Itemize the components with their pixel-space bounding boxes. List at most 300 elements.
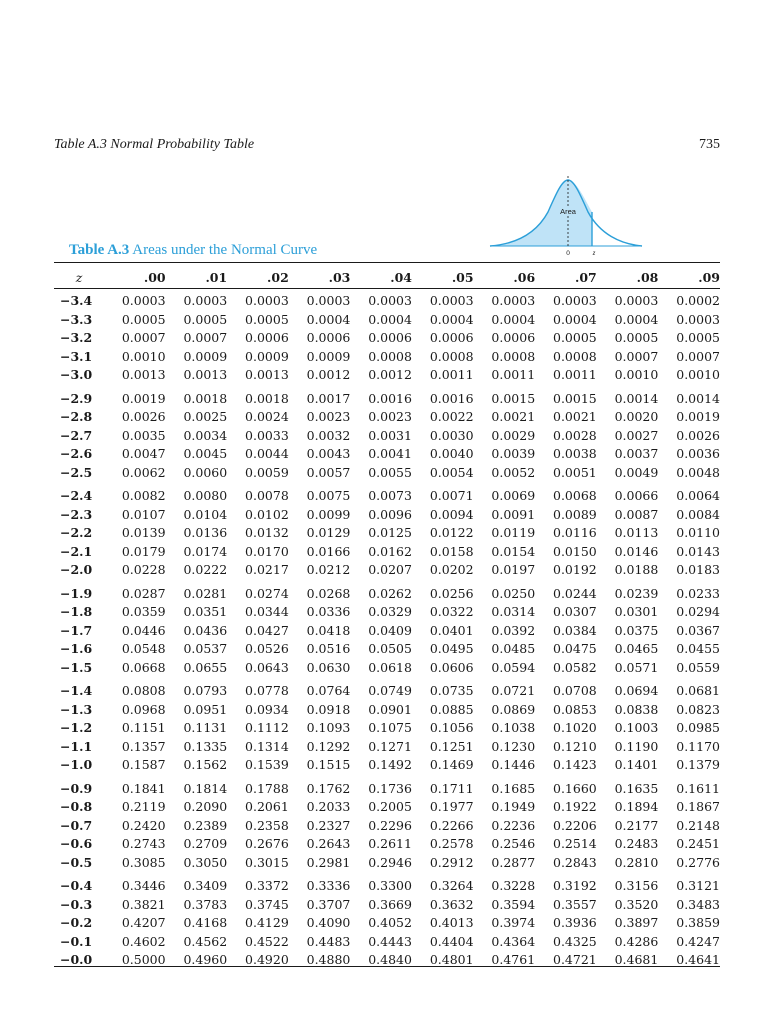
probability-cell: 0.2206 [553,817,597,833]
probability-cell: 0.1711 [429,780,474,796]
probability-cell: 0.2061 [245,799,289,814]
probability-cell: 0.2236 [491,817,536,833]
probability-cell: 0.0035 [121,427,166,443]
probability-cell: 0.0154 [491,543,536,559]
probability-cell: 0.0024 [245,409,289,424]
probability-cell: 0.0052 [491,464,536,480]
probability-cell: 0.0183 [676,562,720,577]
probability-cell: 0.5000 [121,952,166,967]
probability-cell: 0.1401 [614,757,659,772]
z-value-cell: −1.0 [60,757,93,772]
table-row [54,580,720,604]
probability-cell: 0.1515 [306,757,351,772]
column-header: .09 [698,270,720,285]
z-column-header: z [75,270,83,285]
probability-cell: 0.1894 [614,799,659,814]
probability-cell: 0.0901 [368,701,412,717]
probability-cell: 0.0071 [429,488,474,503]
probability-cell: 0.1841 [121,780,166,796]
probability-cell: 0.4483 [306,933,351,949]
probability-cell: 0.1562 [183,757,228,772]
z-value-cell: −2.0 [60,562,93,577]
probability-cell: 0.0188 [614,562,659,577]
probability-cell: 0.0007 [183,330,228,345]
probability-cell: 0.1423 [553,757,597,772]
z-value-cell: −1.9 [60,585,93,601]
probability-cell: 0.1131 [183,720,228,735]
probability-cell: 0.0125 [368,525,412,540]
probability-cell: 0.0055 [368,464,412,480]
probability-cell: 0.2005 [368,799,412,814]
probability-cell: 0.0132 [245,525,289,540]
probability-cell: 0.0548 [121,641,166,656]
probability-cell: 0.0003 [306,293,351,308]
probability-cell: 0.0853 [553,701,597,717]
table-caption-lead: Table A.3 [69,242,130,258]
probability-cell: 0.0004 [429,311,474,327]
probability-cell: 0.1539 [245,757,289,772]
probability-cell: 0.0918 [306,701,351,717]
probability-cell: 0.0048 [676,464,720,480]
probability-cell: 0.4920 [245,952,289,967]
probability-cell: 0.0038 [553,446,597,461]
probability-cell: 0.0694 [614,683,659,698]
probability-cell: 0.1357 [121,738,166,754]
table-row [54,482,720,506]
probability-cell: 0.1038 [491,720,536,735]
probability-cell: 0.0322 [429,604,474,619]
table-row [54,543,720,562]
probability-cell: 0.0010 [121,348,166,364]
probability-cell: 0.2177 [614,817,659,833]
probability-cell: 0.4168 [183,915,228,930]
probability-cell: 0.4801 [429,952,474,967]
probability-cell: 0.0516 [306,641,351,656]
column-header: .06 [513,270,536,285]
table-row [54,408,720,427]
probability-cell: 0.4404 [429,933,474,949]
probability-cell: 0.0202 [429,562,474,577]
probability-cell: 0.0015 [491,390,536,406]
probability-cell: 0.0735 [429,683,474,698]
probability-cell: 0.0329 [368,604,412,619]
probability-cell: 0.0274 [245,585,289,601]
probability-cell: 0.0033 [245,427,289,443]
probability-cell: 0.0446 [121,622,166,638]
probability-cell: 0.0427 [245,622,289,638]
z-value-cell: −1.8 [60,604,93,619]
probability-cell: 0.2327 [306,817,351,833]
table-row [54,427,720,446]
probability-cell: 0.0006 [491,330,536,345]
probability-cell: 0.0239 [614,585,659,601]
probability-cell: 0.0002 [676,293,720,308]
probability-cell: 0.1660 [553,780,597,796]
probability-cell: 0.2266 [429,817,474,833]
probability-cell: 0.0096 [368,506,412,522]
probability-cell: 0.0054 [429,464,474,480]
probability-cell: 0.0082 [121,488,166,503]
probability-cell: 0.3594 [491,896,536,912]
probability-cell: 0.2546 [491,836,536,851]
probability-cell: 0.0582 [553,659,597,675]
probability-cell: 0.0020 [614,409,659,424]
running-head [54,137,720,157]
column-header: .05 [451,270,474,285]
probability-cell: 0.0008 [553,348,597,364]
probability-cell: 0.0618 [368,659,412,675]
probability-cell: 0.0968 [121,701,166,717]
probability-cell: 0.0043 [306,446,351,461]
probability-cell: 0.3446 [121,878,166,893]
table-row [54,561,720,580]
table-row [54,914,720,933]
probability-cell: 0.0244 [553,585,597,601]
z-value-cell: −3.2 [60,330,93,345]
column-header: .01 [205,270,228,285]
probability-cell: 0.4129 [245,915,289,930]
probability-cell: 0.3936 [553,915,597,930]
z-value-cell: −0.0 [60,952,93,967]
probability-cell: 0.2119 [121,799,166,814]
probability-cell: 0.2676 [245,836,289,851]
probability-cell: 0.0004 [306,311,351,327]
probability-cell: 0.0080 [183,488,228,503]
probability-cell: 0.3859 [676,915,720,930]
probability-cell: 0.3783 [183,896,228,912]
probability-cell: 0.0028 [553,427,597,443]
probability-cell: 0.0146 [614,543,659,559]
probability-cell: 0.0018 [183,390,228,406]
probability-cell: 0.1611 [676,780,720,796]
probability-cell: 0.4443 [368,933,412,949]
probability-cell: 0.0104 [183,506,228,522]
normal-curve-figure [486,174,646,258]
probability-cell: 0.1635 [614,780,659,796]
table-row [54,677,720,701]
table-caption [69,242,317,259]
table-row [54,756,720,775]
probability-cell: 0.0143 [676,543,720,559]
probability-cell: 0.0401 [429,622,474,638]
probability-cell: 0.0012 [368,367,412,382]
probability-cell: 0.0004 [614,311,659,327]
probability-cell: 0.0026 [676,427,720,443]
table-row [54,854,720,873]
probability-cell: 0.0158 [429,543,474,559]
probability-cell: 0.0003 [676,311,720,327]
probability-cell: 0.0078 [245,488,289,503]
probability-cell: 0.4364 [491,933,536,949]
probability-cell: 0.4052 [368,915,412,930]
probability-cell: 0.3156 [614,878,659,893]
probability-cell: 0.1379 [676,757,720,772]
probability-cell: 0.2514 [553,836,597,851]
table-row [54,951,720,970]
probability-cell: 0.1190 [614,738,659,754]
probability-cell: 0.0005 [121,311,166,327]
table-row [54,872,720,896]
probability-cell: 0.2578 [429,836,474,851]
probability-cell: 0.0057 [306,464,351,480]
probability-cell: 0.0068 [553,488,597,503]
table-row [54,603,720,622]
probability-cell: 0.4840 [368,952,412,967]
probability-cell: 0.0009 [306,348,351,364]
probability-cell: 0.2877 [491,854,536,870]
probability-cell: 0.4247 [676,933,720,949]
probability-cell: 0.2912 [429,854,474,870]
probability-cell: 0.0089 [553,506,597,522]
probability-cell: 0.1251 [429,738,474,754]
probability-cell: 0.1335 [183,738,228,754]
probability-cell: 0.3483 [676,896,720,912]
probability-cell: 0.0004 [491,311,536,327]
probability-cell: 0.0793 [183,683,228,698]
probability-cell: 0.2148 [676,817,720,833]
z-value-cell: −2.6 [60,446,93,461]
z-value-cell: −0.2 [60,915,93,930]
probability-cell: 0.0571 [614,659,659,675]
column-header: .00 [143,270,166,285]
probability-cell: 0.0019 [676,409,720,424]
probability-cell: 0.4880 [306,952,351,967]
probability-cell: 0.1075 [368,720,412,735]
probability-cell: 0.0021 [553,409,597,424]
probability-cell: 0.0069 [491,488,536,503]
probability-cell: 0.3121 [676,878,720,893]
probability-cell: 0.1003 [614,720,659,735]
probability-cell: 0.0217 [245,562,289,577]
table-row [54,329,720,348]
probability-cell: 0.3974 [491,915,536,930]
probability-cell: 0.0359 [121,604,166,619]
z-value-cell: −3.3 [60,311,93,327]
probability-cell: 0.0010 [614,367,659,382]
probability-cell: 0.0045 [183,446,228,461]
probability-cell: 0.3745 [245,896,289,912]
probability-cell: 0.4761 [491,952,536,967]
probability-cell: 0.1469 [429,757,474,772]
probability-cell: 0.2810 [614,854,659,870]
z-value-cell: −1.1 [60,738,93,754]
probability-cell: 0.0174 [183,543,228,559]
z-value-cell: −0.4 [60,878,93,893]
z-value-cell: −2.4 [60,488,93,503]
probability-cell: 0.0537 [183,641,228,656]
probability-cell: 0.0107 [121,506,166,522]
table-row [54,719,720,738]
probability-cell: 0.2643 [306,836,351,851]
probability-cell: 0.0013 [245,367,289,382]
probability-cell: 0.0030 [429,427,474,443]
probability-cell: 0.2389 [183,817,228,833]
page-number: 735 [699,137,720,152]
probability-cell: 0.0014 [614,390,659,406]
probability-cell: 0.0139 [121,525,166,540]
z-value-cell: −3.4 [60,293,93,308]
probability-cell: 0.0192 [553,562,597,577]
probability-cell: 0.0122 [429,525,474,540]
probability-cell: 0.0051 [553,464,597,480]
probability-cell: 0.2776 [676,854,720,870]
probability-cell: 0.0823 [676,701,720,717]
probability-cell: 0.0384 [553,622,597,638]
probability-cell: 0.3085 [121,854,166,870]
probability-cell: 0.0207 [368,562,412,577]
table-row [54,506,720,525]
probability-cell: 0.4013 [429,915,474,930]
probability-cell: 0.4681 [614,952,659,967]
table-row [54,640,720,659]
z-value-cell: −1.6 [60,641,93,656]
z-value-cell: −1.3 [60,701,93,717]
probability-cell: 0.1867 [676,799,720,814]
probability-cell: 0.0559 [676,659,720,675]
table-header-row [54,268,720,292]
probability-cell: 0.0064 [676,488,720,503]
probability-cell: 0.1151 [121,720,166,735]
table-row [54,311,720,330]
z-value-cell: −0.1 [60,933,93,949]
probability-cell: 0.0005 [183,311,228,327]
probability-cell: 0.0526 [245,641,289,656]
probability-cell: 0.0008 [429,348,474,364]
probability-cell: 0.0049 [614,464,659,480]
probability-cell: 0.0014 [676,390,720,406]
table-row [54,292,720,311]
probability-cell: 0.0044 [245,446,289,461]
probability-cell: 0.0778 [245,683,289,698]
probability-cell: 0.0166 [306,543,351,559]
probability-cell: 0.0764 [306,683,351,698]
table-row [54,524,720,543]
probability-cell: 0.0013 [183,367,228,382]
probability-cell: 0.0059 [245,464,289,480]
probability-cell: 0.0301 [614,604,659,619]
probability-cell: 0.2033 [306,799,351,814]
probability-cell: 0.1685 [491,780,536,796]
probability-cell: 0.0006 [245,330,289,345]
probability-cell: 0.0029 [491,427,536,443]
z-value-cell: −0.5 [60,854,93,870]
probability-cell: 0.1210 [553,738,597,754]
probability-cell: 0.1020 [553,720,597,735]
probability-cell: 0.0268 [306,585,351,601]
probability-cell: 0.4522 [245,933,289,949]
probability-cell: 0.4641 [676,952,720,967]
probability-cell: 0.0721 [491,683,536,698]
table-row [54,775,720,799]
z-label: z [592,249,596,257]
probability-cell: 0.2451 [676,836,720,851]
table-top-rule [54,262,720,263]
probability-cell: 0.0011 [553,367,597,382]
probability-cell: 0.3821 [121,896,166,912]
probability-cell: 0.0594 [491,659,536,675]
probability-cell: 0.0007 [676,348,720,364]
probability-cell: 0.0409 [368,622,412,638]
probability-cell: 0.0015 [553,390,597,406]
probability-cell: 0.1977 [429,799,474,814]
probability-cell: 0.3557 [553,896,597,912]
probability-cell: 0.0392 [491,622,536,638]
probability-cell: 0.0003 [429,293,474,308]
table-row [54,385,720,409]
area-label: Area [560,207,576,216]
probability-cell: 0.0934 [245,701,289,717]
zero-label: 0 [566,250,570,257]
table-row [54,464,720,483]
probability-cell: 0.0006 [306,330,351,345]
probability-cell: 0.0084 [676,506,720,522]
table-row [54,933,720,952]
probability-cell: 0.4090 [306,915,351,930]
probability-cell: 0.1446 [491,757,536,772]
probability-cell: 0.0668 [121,659,166,675]
probability-cell: 0.4562 [183,933,228,949]
probability-cell: 0.3897 [614,915,659,930]
probability-cell: 0.0018 [245,390,289,406]
z-value-cell: −2.2 [60,525,93,540]
probability-cell: 0.0006 [368,330,412,345]
probability-cell: 0.0222 [183,562,228,577]
column-header: .02 [267,270,289,285]
probability-cell: 0.1922 [553,799,597,814]
probability-cell: 0.0010 [676,367,720,382]
probability-cell: 0.0016 [368,390,412,406]
probability-cell: 0.3015 [245,854,289,870]
probability-cell: 0.0075 [306,488,351,503]
probability-cell: 0.0655 [183,659,228,675]
probability-cell: 0.2981 [306,854,351,870]
probability-cell: 0.0087 [614,506,659,522]
probability-cell: 0.0212 [306,562,351,577]
probability-cell: 0.0375 [614,622,659,638]
probability-cell: 0.0418 [306,622,351,638]
probability-cell: 0.1112 [245,720,289,735]
probability-cell: 0.3264 [429,878,474,893]
probability-cell: 0.0116 [553,525,597,540]
probability-cell: 0.0606 [429,659,474,675]
probability-cell: 0.0951 [183,701,228,717]
probability-cell: 0.1814 [183,780,228,796]
z-value-cell: −3.1 [60,348,93,364]
probability-cell: 0.0985 [676,720,720,735]
probability-cell: 0.3632 [429,896,474,912]
column-header: .03 [328,270,351,285]
probability-cell: 0.3300 [368,878,412,893]
z-value-cell: −1.7 [60,622,93,638]
probability-cell: 0.0885 [429,701,474,717]
probability-cell: 0.0073 [368,488,412,503]
probability-cell: 0.0047 [121,446,166,461]
probability-cell: 0.1949 [491,799,536,814]
probability-cell: 0.0008 [491,348,536,364]
probability-cell: 0.0034 [183,427,228,443]
probability-cell: 0.0287 [121,585,166,601]
probability-cell: 0.1492 [368,757,412,772]
probability-cell: 0.0129 [306,525,351,540]
probability-cell: 0.3372 [245,878,289,893]
z-value-cell: −2.7 [60,427,93,443]
probability-cell: 0.3409 [183,878,228,893]
probability-cell: 0.0005 [676,330,720,345]
probability-cell: 0.0681 [676,683,720,698]
probability-cell: 0.0041 [368,446,412,461]
z-value-cell: −0.8 [60,799,93,814]
table-row [54,835,720,854]
